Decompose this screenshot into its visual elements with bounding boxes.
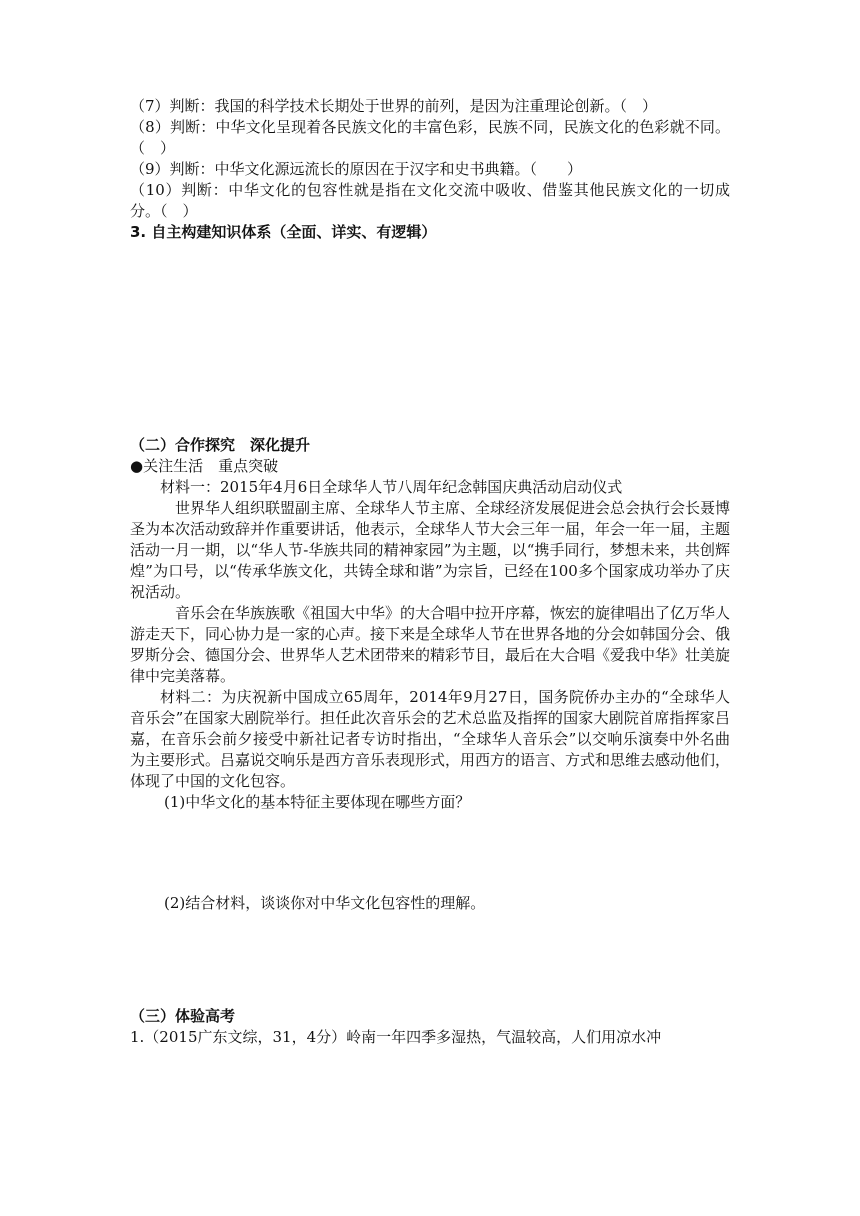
judgment-9: （9）判断：中华文化源远流长的原因在于汉字和史书典籍。（ ） bbox=[130, 160, 583, 178]
material-1-paragraph-1: 世界华人组织联盟副主席、全球华人节主席、全球经济发展促进会总会执行会长聂博圣为本次活动致辞并作重要讲话，他表示，全球华人节大会三年一届，年会一年一届，主题活动一月一期，以“华人节-华族共同的精神家园”为主题，以“携手同行，梦想未来，共创辉煌”为口号，以“传承华族文化，共铸全球和谐”为宗旨，已经在100多个国家成功举办了庆祝活动。 bbox=[130, 499, 731, 601]
judgment-10: （10）判断：中华文化的包容性就是指在文化交流中吸收、借鉴其他民族文化的一切成分。（ ） bbox=[130, 181, 730, 220]
exam-question-1: 1.（2015广东文综，31，4分）岭南一年四季多湿热，气温较高，人们用凉水冲 bbox=[130, 1028, 662, 1046]
material-1-paragraph-2: 音乐会在华族族歌《祖国大中华》的大合唱中拉开序幕，恢宏的旋律唱出了亿万华人游走天下，同心协力是一家的心声。接下来是全球华人节在世界各地的分会如韩国分会、俄罗斯分会、德国分会、世界华人艺术团带来的精彩节目，最后在大合唱《爱我中华》壮美旋律中完美落幕。 bbox=[130, 604, 731, 685]
knowledge-answer-space bbox=[130, 243, 730, 435]
document-page bbox=[130, 96, 730, 1048]
material-2-paragraph: 材料二：为庆祝新中国成立65周年，2014年9月27日，国务院侨办主办的“全球华人音乐会”在国家大剧院举行。担任此次音乐会的艺术总监及指挥的国家大剧院首席指挥家吕嘉，在音乐会前夕接受中新社记者专访时指出，“全球华人音乐会”以交响乐演奏中外名曲为主要形式。吕嘉说交响乐是西方音乐表现形式，用西方的语言、方式和思维去感动他们，体现了中国的文化包容。 bbox=[130, 688, 731, 790]
question-1: (1)中华文化的基本特征主要体现在哪些方面？ bbox=[164, 793, 471, 811]
material-1-title: 材料一：2015年4月6日全球华人节八周年纪念韩国庆典活动启动仪式 bbox=[160, 478, 623, 496]
judgment-8: （8）判断：中华文化呈现着各民族文化的丰富色彩，民族不同，民族文化的色彩就不同。（ ） bbox=[130, 118, 730, 157]
judgment-7: （7）判断：我国的科学技术长期处于世界的前列，是因为注重理论创新。（ ） bbox=[130, 97, 658, 115]
section-cooperative-inquiry-title: （二）合作探究 深化提升 bbox=[130, 436, 311, 454]
question-1-answer-space bbox=[130, 813, 730, 893]
focus-life-subtitle: ●关注生活 重点突破 bbox=[130, 457, 279, 475]
section-exam-experience-title: （三）体验高考 bbox=[130, 1007, 236, 1025]
question-2: (2)结合材料，谈谈你对中华文化包容性的理解。 bbox=[164, 894, 486, 912]
question-2-answer-space bbox=[130, 914, 730, 1006]
knowledge-system-heading: 3. 自主构建知识体系（全面、详实、有逻辑） bbox=[130, 223, 437, 241]
